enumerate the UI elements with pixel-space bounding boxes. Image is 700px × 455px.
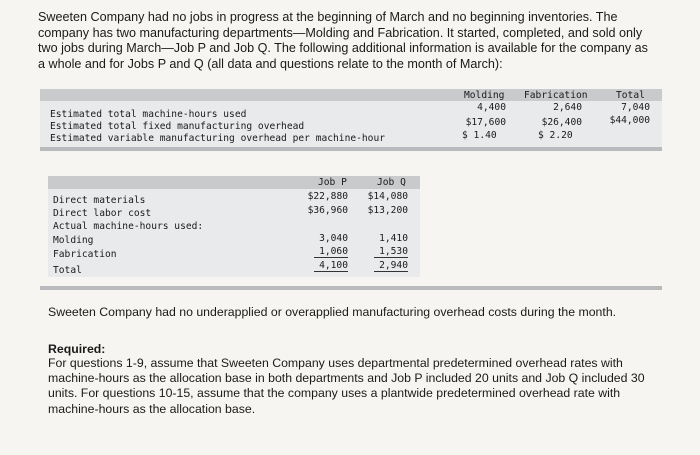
header-job-q: Job Q bbox=[377, 177, 406, 188]
intro-paragraph: Sweeten Company had no jobs in progress at the beginning of March and no beginning inventories. The company has two manufacturing departments—Molding and Fabrication. It started, completed, and sold only two jobs during March—Job P and Job Q. The following additional information is available for the company as a whole and for Jobs P and Q (all data and questions relate to the month of March): bbox=[38, 10, 648, 71]
row-label: Direct labor cost bbox=[53, 208, 152, 219]
cell-value: $ 2.20 bbox=[538, 130, 573, 141]
cell-value: 1,530 bbox=[374, 246, 408, 258]
cell-value: 1,060 bbox=[314, 246, 348, 258]
row-label: Fabrication bbox=[53, 249, 117, 260]
job-cost-table bbox=[48, 176, 420, 280]
header-molding: Molding bbox=[464, 90, 505, 101]
cell-value: $14,080 bbox=[367, 191, 408, 202]
required-heading: Required: bbox=[48, 342, 106, 356]
row-label: Direct materials bbox=[53, 195, 146, 206]
cell-value: 7,040 bbox=[621, 102, 650, 113]
row-label: Estimated variable manufacturing overhead per machine-hour bbox=[50, 133, 386, 144]
section-divider bbox=[40, 286, 662, 290]
cell-value: $44,000 bbox=[609, 115, 650, 126]
cell-value: 3,040 bbox=[319, 233, 348, 244]
header-job-p: Job P bbox=[318, 177, 347, 188]
table-bottom-rule bbox=[40, 147, 662, 151]
cell-value: 2,940 bbox=[374, 260, 408, 272]
cell-value: $13,200 bbox=[367, 205, 408, 216]
cell-value: $26,400 bbox=[541, 117, 582, 128]
row-label: Actual machine-hours used: bbox=[53, 221, 204, 232]
table-header-band bbox=[48, 176, 420, 189]
row-label: Molding bbox=[53, 235, 94, 246]
cell-value: 4,100 bbox=[314, 260, 348, 272]
row-label: Estimated total fixed manufacturing overhead bbox=[50, 121, 305, 132]
cell-value: 4,400 bbox=[477, 102, 506, 113]
cell-value: 2,640 bbox=[553, 102, 582, 113]
required-text: For questions 1-9, assume that Sweeten Company uses departmental predetermined overhead rates with machine-hours as the allocation base in both departments and Job P included 20 units and Job Q included 30 units. For questions 10-15, assume that the company uses a plantwide predetermined overhead rate with machine-hours as the allocation base. bbox=[48, 356, 645, 416]
cell-value: $17,600 bbox=[465, 117, 506, 128]
cell-value: 1,410 bbox=[379, 233, 408, 244]
cell-value: $ 1.40 bbox=[462, 130, 497, 141]
row-label: Total bbox=[53, 265, 82, 276]
header-fabrication: Fabrication bbox=[524, 90, 588, 101]
cell-value: $22,880 bbox=[307, 191, 348, 202]
cell-value: $36,960 bbox=[307, 205, 348, 216]
overhead-estimates-table bbox=[40, 89, 662, 149]
overhead-note: Sweeten Company had no underapplied or overapplied manufacturing overhead costs during the month. bbox=[48, 305, 617, 319]
row-label: Estimated total machine-hours used bbox=[50, 109, 247, 120]
header-total: Total bbox=[616, 90, 645, 101]
